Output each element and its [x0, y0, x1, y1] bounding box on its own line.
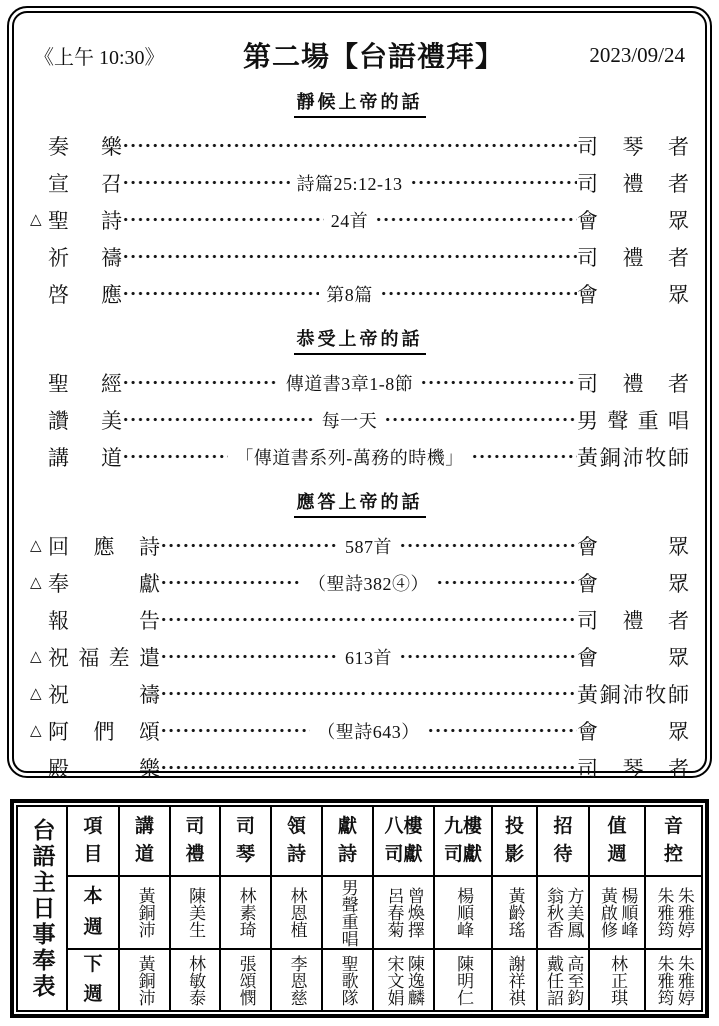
item-performer: 會 眾: [577, 645, 689, 670]
duty-col-header: 值週: [590, 807, 646, 877]
item-performer: 會 眾: [577, 534, 689, 559]
dot-leader: [436, 578, 577, 587]
item-performer: 司 禮 者: [577, 245, 689, 270]
service-row: [30, 201, 689, 238]
dot-leader: [122, 141, 350, 150]
duty-name: 男聲重唱: [338, 878, 358, 947]
dot-leader: [427, 726, 577, 735]
item-label: 殿 樂: [48, 756, 160, 781]
duty-cell: [374, 877, 435, 950]
dot-leader: [160, 689, 369, 698]
duty-cell: [272, 950, 323, 1010]
item-label: 讚 美: [48, 408, 122, 433]
item-performer: 會 眾: [577, 208, 689, 233]
dot-leader: [375, 215, 577, 224]
service-date: 2023/09/24: [589, 42, 685, 67]
service-row: [30, 238, 689, 275]
stand-mark: △: [30, 649, 42, 665]
stand-mark: △: [30, 212, 42, 228]
item-label: 講 道: [48, 445, 122, 470]
duty-name: 陳美生: [186, 887, 206, 938]
duty-name: 朱雅筠: [654, 887, 674, 938]
service-row: [30, 438, 689, 475]
duty-name: 謝祥祺: [505, 954, 525, 1006]
service-row: [30, 364, 689, 401]
section-heading: 應答上帝的話: [30, 488, 689, 518]
dot-leader: [350, 252, 578, 261]
duty-side-label: 台語主日事奉表: [18, 807, 68, 1010]
service-row: [30, 749, 689, 786]
duty-name: 李恩慈: [287, 954, 307, 1006]
duty-name: 朱雅筠: [654, 954, 674, 1006]
item-label: 聖 經: [48, 371, 122, 396]
duty-name: 曾煥擇: [404, 887, 424, 938]
duty-name: 林敏泰: [186, 954, 206, 1006]
program-header: [34, 35, 685, 75]
service-row: [30, 638, 689, 675]
service-row: [30, 275, 689, 312]
duty-col-header: 項目: [68, 807, 120, 877]
item-detail: （聖詩382④）: [308, 573, 429, 594]
dot-leader: [384, 415, 577, 424]
duty-cell: [493, 877, 538, 950]
item-performer: 黃 銅 沛 牧 師: [577, 445, 689, 470]
duty-name: 林恩植: [287, 887, 307, 938]
duty-cell: [171, 950, 221, 1010]
dot-leader: [369, 763, 578, 772]
duty-cell: [323, 877, 374, 950]
item-performer: 會 眾: [577, 282, 689, 307]
duty-name: 黃齡瑤: [505, 887, 525, 938]
item-label: 聖 詩: [48, 208, 122, 233]
service-row: [30, 564, 689, 601]
item-performer: 司 禮 者: [577, 608, 689, 633]
stand-mark: △: [30, 538, 42, 554]
dot-leader: [122, 252, 350, 261]
duty-cell: [590, 950, 646, 1010]
item-performer: 司 琴 者: [577, 134, 689, 159]
duty-name: 宋文娟: [384, 954, 404, 1006]
duty-cell: [435, 877, 493, 950]
item-label: 回 應 詩: [48, 534, 160, 559]
dot-leader: [160, 615, 369, 624]
item-label: 報 告: [48, 608, 160, 633]
dot-leader: [380, 289, 577, 298]
item-label: 啓 應: [48, 282, 122, 307]
duty-col-header: 司琴: [221, 807, 272, 877]
duty-name: 方美鳳: [564, 887, 584, 938]
item-detail: 587首: [345, 536, 392, 557]
duty-name: 呂春菊: [384, 887, 404, 938]
duty-col-header: 領詩: [272, 807, 323, 877]
dot-leader: [399, 541, 577, 550]
service-row: [30, 712, 689, 749]
item-detail: 「傳道書系列-萬務的時機」: [235, 447, 464, 468]
duty-col-header: 音控: [646, 807, 701, 877]
service-row: [30, 401, 689, 438]
duty-roster-table: [10, 799, 709, 1018]
section-heading: 恭受上帝的話: [30, 325, 689, 355]
stand-mark: △: [30, 723, 42, 739]
duty-cell: [120, 877, 171, 950]
duty-cell: [323, 950, 374, 1010]
duty-name: 黃啟修: [598, 887, 617, 938]
duty-cell: [374, 950, 435, 1010]
duty-cell: [646, 950, 701, 1010]
service-time: 《上午 10:30》: [34, 46, 165, 69]
duty-name: 黃銅沛: [135, 887, 155, 938]
dot-leader: [420, 378, 577, 387]
item-performer: 司 禮 者: [577, 371, 689, 396]
duty-cell: [120, 950, 171, 1010]
service-row: [30, 527, 689, 564]
dot-leader: [122, 452, 228, 461]
duty-name: 高至鈞: [564, 954, 584, 1006]
duty-cell: [435, 950, 493, 1010]
item-detail: 第8篇: [326, 284, 373, 305]
service-row: [30, 601, 689, 638]
item-detail: （聖詩643）: [317, 721, 420, 742]
duty-cell: [538, 950, 590, 1010]
duty-name: 陳逸麟: [404, 954, 424, 1006]
duty-col-header: 招待: [538, 807, 590, 877]
duty-cell: [171, 877, 221, 950]
duty-name: 楊順峰: [454, 887, 474, 938]
duty-name: 陳明仁: [454, 954, 474, 1006]
item-label: 奉 獻: [48, 571, 160, 596]
stand-mark: △: [30, 575, 42, 591]
dot-leader: [369, 615, 578, 624]
item-performer: 黃 銅 沛 牧 師: [577, 682, 689, 707]
item-performer: 司 琴 者: [577, 756, 689, 781]
duty-name: 林素琦: [236, 887, 256, 938]
dot-leader: [160, 726, 310, 735]
duty-col-header: 投影: [493, 807, 538, 877]
item-label: 阿 們 頌: [48, 719, 160, 744]
duty-col-header: 講道: [120, 807, 171, 877]
duty-cell: [272, 877, 323, 950]
duty-col-header: 司禮: [171, 807, 221, 877]
dot-leader: [122, 178, 290, 187]
item-detail: 24首: [330, 210, 369, 231]
duty-row-label: 下週: [68, 950, 120, 1010]
program-box: [7, 6, 712, 781]
duty-name: 朱雅婷: [674, 954, 694, 1006]
dot-leader: [160, 541, 338, 550]
item-performer: 會 眾: [577, 719, 689, 744]
duty-col-header: 九樓司獻: [435, 807, 493, 877]
item-label: 祝 禱: [48, 682, 160, 707]
duty-row-label: 本週: [68, 877, 120, 950]
duty-col-header: 八樓司獻: [374, 807, 435, 877]
item-performer: 會 眾: [577, 571, 689, 596]
duty-cell: [221, 950, 272, 1010]
dot-leader: [350, 141, 578, 150]
duty-name: 黃銅沛: [135, 954, 155, 1006]
item-performer: 司 禮 者: [577, 171, 689, 196]
duty-cell: [646, 877, 701, 950]
dot-leader: [122, 415, 315, 424]
item-label: 祝 福 差 遣: [48, 645, 160, 670]
dot-leader: [369, 689, 578, 698]
service-row: [30, 675, 689, 712]
dot-leader: [160, 652, 338, 661]
page-title: 第二場【台語禮拜】: [242, 42, 504, 73]
duty-name: 楊順峰: [618, 887, 638, 938]
item-label: 宣 召: [48, 171, 122, 196]
duty-name: 張頌憫: [236, 954, 256, 1006]
duty-name: 戴任詔: [544, 954, 563, 1006]
item-label: 祈 禱: [48, 245, 122, 270]
service-row: [30, 127, 689, 164]
dot-leader: [160, 578, 301, 587]
item-label: 奏 樂: [48, 134, 122, 159]
duty-name: 翁秋香: [544, 887, 563, 938]
stand-mark: △: [30, 686, 42, 702]
dot-leader: [160, 763, 369, 772]
item-detail: 613首: [345, 647, 392, 668]
duty-cell: [493, 950, 538, 1010]
duty-name: 聖歌隊: [338, 954, 358, 1006]
duty-cell: [538, 877, 590, 950]
item-detail: 每一天: [321, 410, 378, 431]
dot-leader: [122, 215, 324, 224]
dot-leader: [410, 178, 578, 187]
duty-name: 朱雅婷: [674, 887, 694, 938]
service-row: [30, 164, 689, 201]
dot-leader: [122, 289, 319, 298]
item-detail: 傳道書3章1-8節: [285, 373, 414, 394]
section-heading: 靜候上帝的話: [30, 88, 689, 118]
duty-cell: [590, 877, 646, 950]
dot-leader: [471, 452, 577, 461]
dot-leader: [399, 652, 577, 661]
item-detail: 詩篇25:12-13: [296, 173, 403, 194]
item-performer: 男 聲 重 唱: [577, 408, 689, 433]
duty-col-header: 獻詩: [323, 807, 374, 877]
duty-cell: [221, 877, 272, 950]
dot-leader: [122, 378, 279, 387]
duty-name: 林正琪: [608, 954, 628, 1006]
